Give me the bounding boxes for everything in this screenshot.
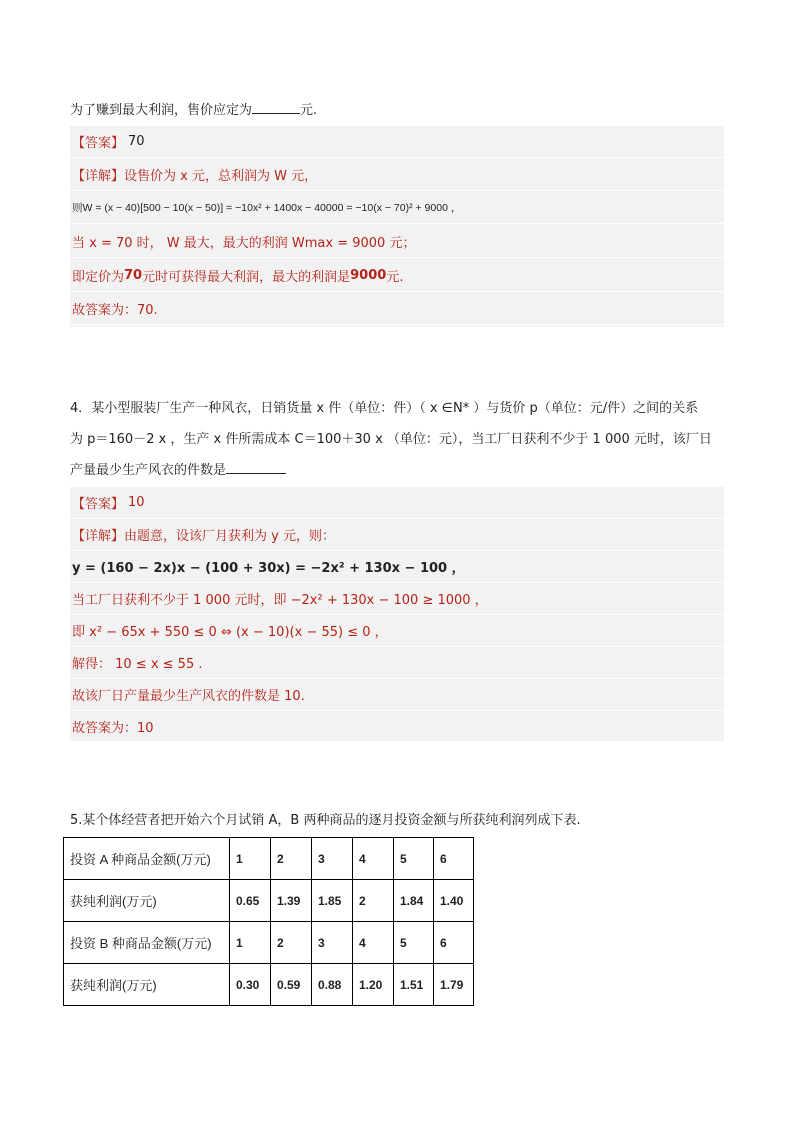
answer-value: 10: [128, 495, 145, 510]
table-cell: 1.51: [394, 964, 434, 1006]
q4-final: 故答案为：10: [72, 721, 154, 736]
row-label: 获纯利润(万元): [64, 880, 230, 922]
table-cell: 0.30: [230, 964, 271, 1006]
detail-text: 设售价为 x 元，总利润为 W 元，: [124, 169, 318, 184]
q3-final-row: [70, 293, 724, 325]
table-cell: 1.79: [434, 964, 474, 1006]
q3-conclusion-row: [70, 260, 724, 292]
q4-final-row: [70, 711, 724, 743]
q3-concl-v1: 70: [124, 268, 143, 283]
table-cell: 0.59: [271, 964, 312, 1006]
table-cell: 2: [353, 880, 394, 922]
table-cell: 2: [271, 838, 312, 880]
table-cell: 3: [312, 838, 353, 880]
q4-formula-row: [70, 551, 724, 583]
table-cell: 1: [230, 838, 271, 880]
q4-text-1: 4．某小型服装厂生产一种风衣，日销货量 x 件（单位：件）（ x ∈N* ）与货价 p（单位：元/件）之间的关系: [70, 401, 699, 416]
q3-tail-text: 为了赚到最大利润，售价应定为: [70, 103, 253, 118]
q4-formula: y = (160 − 2x)x − (100 + 30x) = −2x² + 130x − 100 ，: [72, 561, 465, 576]
table-row: [64, 964, 474, 1006]
detail-tag: 【详解】: [72, 169, 125, 184]
q3-final: 故答案为：70.: [72, 303, 158, 318]
answer-value: 70: [128, 134, 145, 149]
table-cell: 1.84: [394, 880, 434, 922]
q4-line-1: [70, 399, 698, 419]
table-cell: 2: [271, 922, 312, 964]
q3-when-line: 当 x = 70 时， W 最大，最大的利润 Wmax = 9000 元；: [72, 236, 416, 251]
table-cell: 0.65: [230, 880, 271, 922]
table-cell: 1.40: [434, 880, 474, 922]
table-cell: 5: [394, 838, 434, 880]
detail-tag: 【详解】: [72, 529, 125, 544]
answer-tag: 【答案】: [72, 497, 125, 512]
q3-tail-suffix: 元.: [300, 103, 318, 118]
q3-concl-mid: 元时可获得最大利润，最大的利润是: [142, 270, 351, 285]
q4-profit-row: [70, 583, 724, 615]
q4-answer-row: [70, 487, 724, 519]
table-row: [64, 838, 474, 880]
row-label: 投资 B 种商品金额(万元): [64, 922, 230, 964]
q3-concl-v2: 9000: [350, 268, 387, 283]
q5-intro-text: 5.某个体经营者把开始六个月试销 A，B 两种商品的逐月投资金额与所获纯利润列成下表.: [70, 813, 581, 828]
q4-detail-row: [70, 519, 724, 551]
q3-when-row: [70, 226, 724, 258]
table-cell: 1.39: [271, 880, 312, 922]
table-cell: 6: [434, 922, 474, 964]
q4-concl-row: [70, 679, 724, 711]
q3-concl-pre: 即定价为: [72, 270, 125, 285]
q3-formula: 则W = (x − 40)[500 − 10(x − 50)] = −10x² + 1400x − 40000 = −10(x − 70)² + 9000 ，: [72, 202, 462, 214]
table-cell: 4: [353, 922, 394, 964]
table-cell: 5: [394, 922, 434, 964]
q4-solve-row: [70, 647, 724, 679]
q3-question-tail: [70, 101, 317, 121]
q4-ineq-line: 即 x² − 65x + 550 ≤ 0 ⇔ (x − 10)(x − 55) ≤ 0 ，: [72, 625, 388, 640]
table-row: [64, 880, 474, 922]
table-cell: 6: [434, 838, 474, 880]
q4-ineq-row: [70, 615, 724, 647]
table-cell: 1: [230, 922, 271, 964]
table-cell: 0.88: [312, 964, 353, 1006]
q4-answer-box: [70, 487, 724, 741]
answer-tag: 【答案】: [72, 136, 125, 151]
row-label: 投资 A 种商品金额(万元): [64, 838, 230, 880]
table-cell: 1.85: [312, 880, 353, 922]
table-cell: 4: [353, 838, 394, 880]
q3-answer-row: [70, 126, 724, 158]
q3-answer-box: [70, 126, 724, 327]
q4-line-2: [70, 430, 712, 450]
detail-text: 由题意，设该厂月获利为 y 元，则：: [124, 529, 335, 544]
table-cell: 1.20: [353, 964, 394, 1006]
q3-formula-row: [70, 192, 724, 224]
q5-intro: [70, 811, 581, 831]
answer-blank: [252, 101, 300, 114]
q4-text-3: 产量最少生产风衣的件数是: [70, 463, 227, 478]
q4-solve-line: 解得： 10 ≤ x ≤ 55 .: [72, 657, 203, 672]
q3-detail-row: [70, 159, 724, 191]
table-row: [64, 922, 474, 964]
answer-blank: [226, 461, 286, 474]
table-cell: 3: [312, 922, 353, 964]
q3-concl-post: 元.: [386, 270, 404, 285]
row-label: 获纯利润(万元): [64, 964, 230, 1006]
q4-concl-line: 故该厂日产量最少生产风衣的件数是 10.: [72, 689, 305, 704]
investment-profit-table: [63, 837, 474, 1006]
q4-line-3: [70, 461, 286, 481]
q4-text-2: 为 p＝160－2 x ，生产 x 件所需成本 C＝100＋30 x （单位：元），当工厂日获利不少于 1 000 元时，该厂日: [70, 432, 712, 447]
q4-profit-line: 当工厂日获利不少于 1 000 元时，即 −2x² + 130x − 100 ≥ 1000 ，: [72, 593, 488, 608]
